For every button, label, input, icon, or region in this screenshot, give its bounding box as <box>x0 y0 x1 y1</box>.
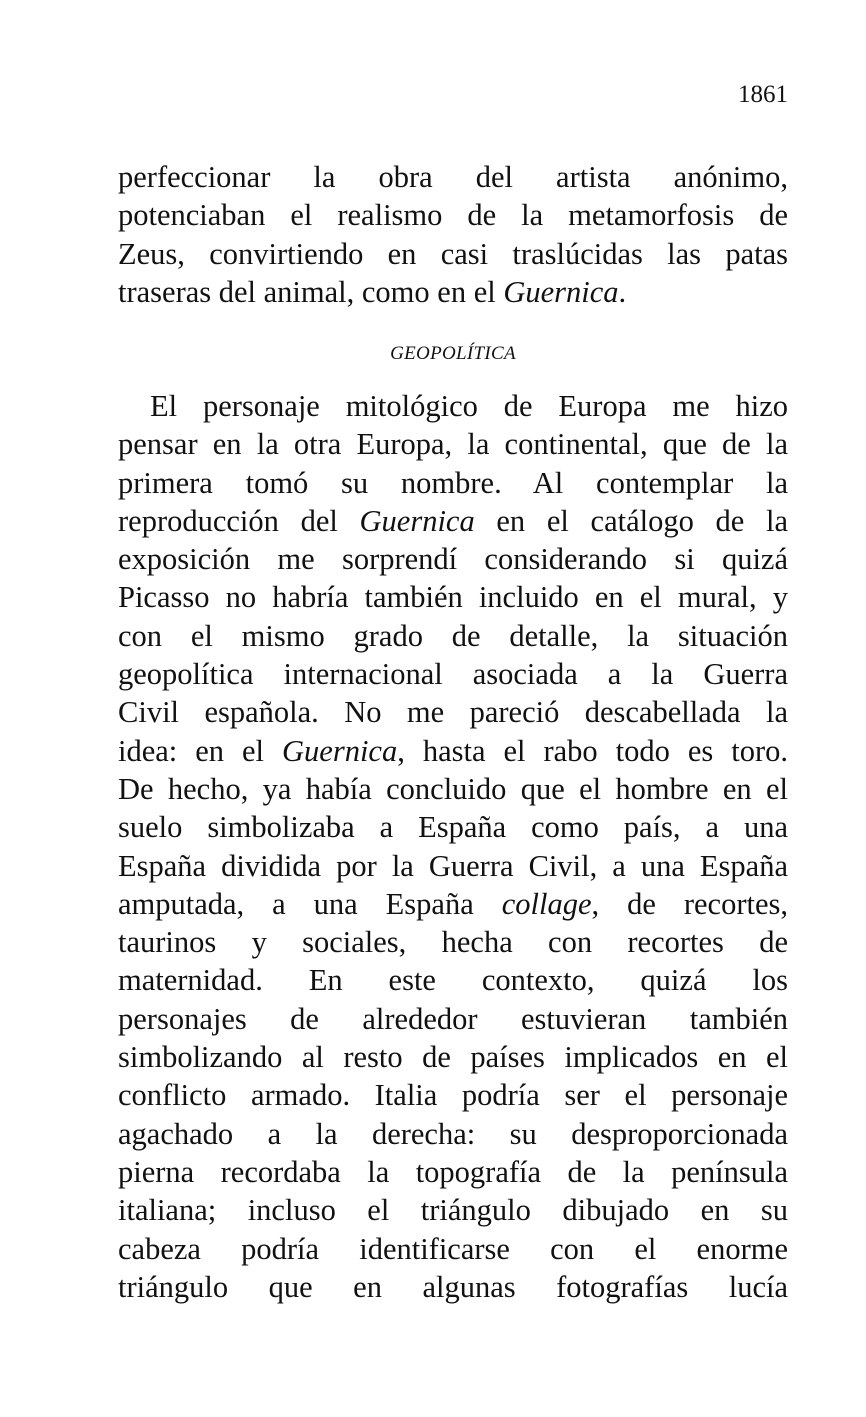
text-line <box>118 158 788 196</box>
text-segment: amputada, a una España <box>118 886 502 921</box>
text-line <box>118 464 788 502</box>
text-segment: suelo simbolizaba a España como país, a una <box>118 810 788 845</box>
text-line <box>118 273 788 311</box>
text-segment: simbolizando al resto de países implicados en el <box>118 1040 788 1075</box>
text-line <box>118 540 788 578</box>
text-segment: Picasso no habría también incluido en el mural, y <box>118 580 788 615</box>
text-line <box>118 196 788 234</box>
text-line <box>118 1153 788 1191</box>
text-segment: idea: en el <box>118 733 283 768</box>
italic-title: collage <box>501 886 592 921</box>
text-line <box>118 923 788 961</box>
text-segment: España dividida por la Guerra Civil, a una España <box>118 848 788 883</box>
paragraph-geopolitica <box>118 387 788 1306</box>
text-line <box>118 885 788 923</box>
text-line <box>118 617 788 655</box>
text-line <box>118 808 788 846</box>
text-line <box>118 1268 788 1306</box>
text-segment: El personaje mitológico de Europa me hizo <box>150 389 788 423</box>
text-line <box>118 655 788 693</box>
text-segment: reproducción del <box>118 503 360 538</box>
text-segment: perfeccionar la obra del artista anónimo, <box>118 160 788 194</box>
italic-title: Guernica <box>282 733 398 768</box>
text-segment: Civil española. No me pareció descabellada la <box>118 695 788 730</box>
text-line <box>118 1115 788 1153</box>
text-line <box>118 1000 788 1038</box>
text-segment: . <box>618 274 627 309</box>
text-line <box>118 1076 788 1114</box>
text-segment: potenciaban el realismo de la metamorfosis de <box>118 198 788 233</box>
text-segment: primera tomó su nombre. Al contemplar la <box>118 465 788 500</box>
text-segment: maternidad. En este contexto, quizá los <box>118 963 788 998</box>
text-line <box>118 387 788 425</box>
text-segment: , de recortes, <box>591 886 788 921</box>
text-line <box>118 1230 788 1268</box>
text-segment: cabeza podría identificarse con el enorme <box>118 1231 788 1266</box>
italic-title: Guernica <box>503 274 619 309</box>
text-line <box>118 425 788 463</box>
italic-title: Guernica <box>359 503 475 538</box>
text-segment: pierna recordaba la topografía de la península <box>118 1154 788 1189</box>
text-segment: Zeus, convirtiendo en casi traslúcidas las patas <box>118 236 788 271</box>
text-segment: agachado a la derecha: su desproporcionada <box>118 1116 788 1151</box>
text-line <box>118 1038 788 1076</box>
text-segment: pensar en la otra Europa, la continental, que de la <box>118 427 788 462</box>
text-segment: geopolítica internacional asociada a la Guerra <box>118 657 788 692</box>
text-segment: conflicto armado. Italia podría ser el personaje <box>118 1078 788 1113</box>
text-segment: , hasta el rabo todo es toro. <box>397 733 788 768</box>
page-number: 1861 <box>738 81 788 108</box>
section-heading: GEOPOLÍTICA <box>390 343 516 364</box>
text-segment: De hecho, ya había concluido que el hombre en el <box>118 771 788 806</box>
text-segment: taurinos y sociales, hecha con recortes de <box>118 925 788 960</box>
text-line <box>118 693 788 731</box>
text-segment: en el catálogo de la <box>474 503 788 538</box>
text-line <box>118 732 788 770</box>
text-line <box>118 961 788 999</box>
text-segment: con el mismo grado de detalle, la situación <box>118 618 788 653</box>
text-segment: italiana; incluso el triángulo dibujado en su <box>118 1193 788 1228</box>
text-line <box>118 235 788 273</box>
text-segment: personajes de alrededor estuvieran también <box>118 1001 788 1036</box>
text-line <box>118 502 788 540</box>
text-segment: triángulo que en algunas fotografías lucía <box>118 1269 788 1304</box>
text-segment: traseras del animal, como en el <box>118 274 504 309</box>
text-segment: exposición me sorprendí considerando si quizá <box>118 542 788 577</box>
paragraph-continuation <box>118 158 788 311</box>
text-line <box>118 770 788 808</box>
text-line <box>118 1191 788 1229</box>
text-line <box>118 847 788 885</box>
text-line <box>118 578 788 616</box>
